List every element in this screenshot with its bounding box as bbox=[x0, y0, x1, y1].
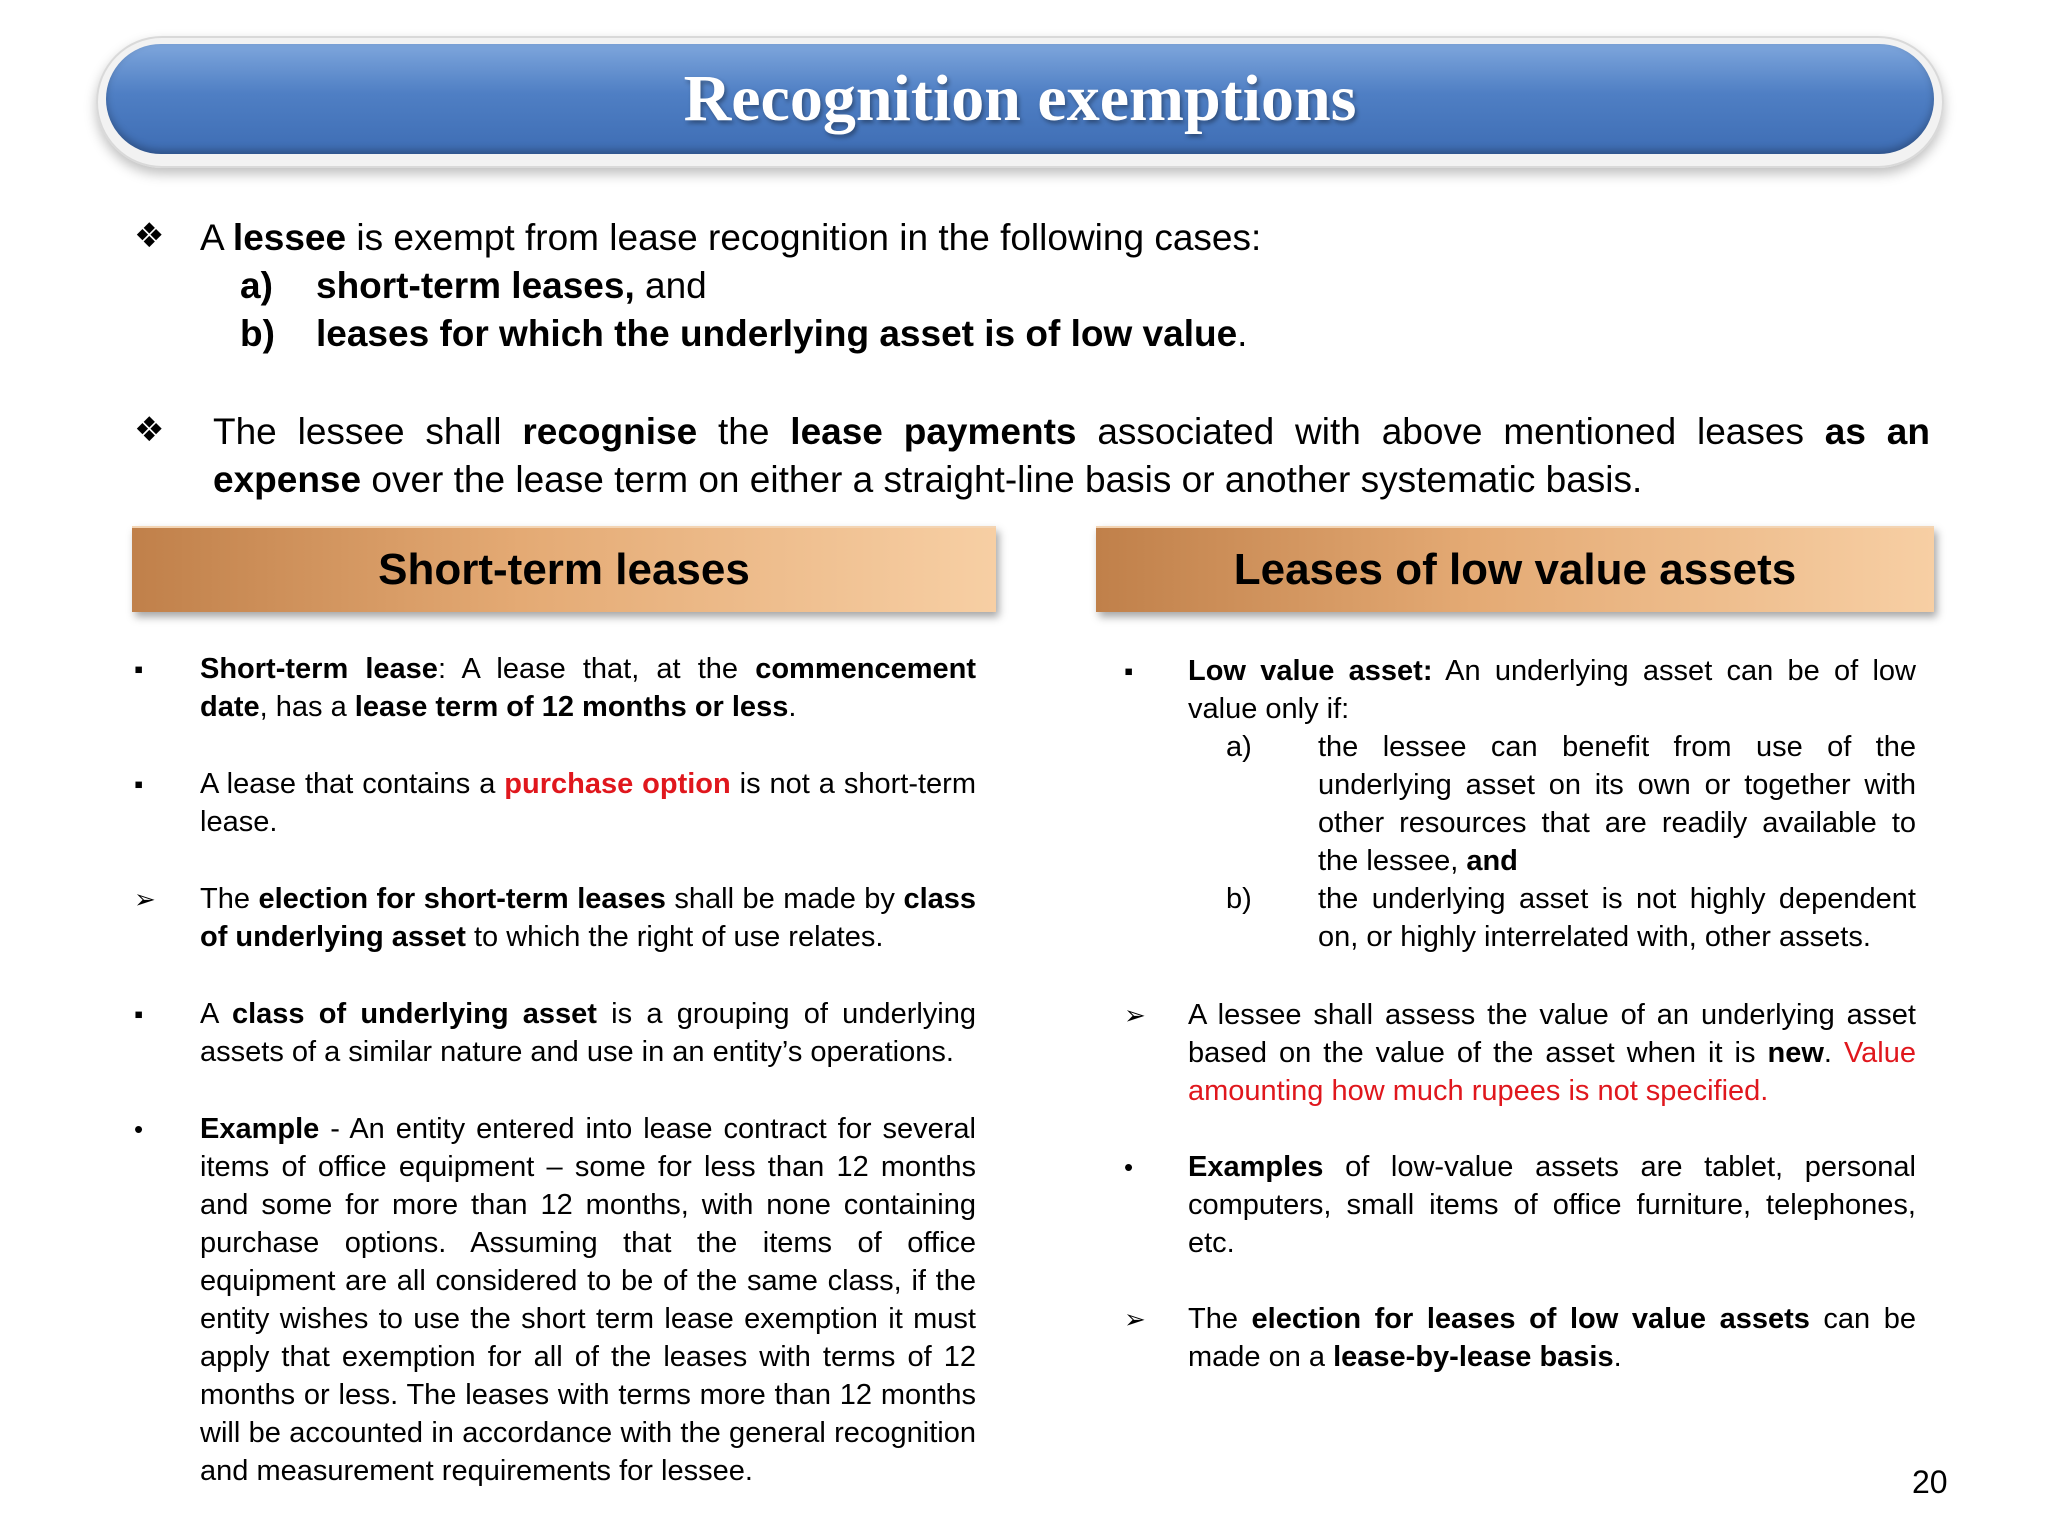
title-banner bbox=[96, 36, 1944, 168]
sub-item-b: the underlying asset is not highly dependent on, or highly interrelated with, other assets. bbox=[1318, 883, 1916, 953]
text: . bbox=[1613, 1341, 1622, 1373]
bold-text: lease-by-lease basis bbox=[1333, 1341, 1614, 1373]
arrow-bullet-icon: ➢ bbox=[134, 884, 156, 914]
text: - An entity entered into lease contract for several items of office equipment – some for less than 12 months and some for more than 12 months, with none containing purchase options. Assuming that the items of office equipment are all considered to be of the same class, if the entity wishes to use the short term lease exemption it must apply that exemption for all of the leases with terms of 12 months or less. The leases with terms more than 12 months will be accounted in accordance with the general recognition and measurement requirements for lessee. bbox=[200, 1113, 976, 1487]
dot-bullet-icon: • bbox=[1124, 1152, 1134, 1182]
right-item-1 bbox=[1188, 652, 1916, 728]
diamond-bullet-icon: ❖ bbox=[134, 411, 165, 449]
text: the bbox=[697, 411, 791, 452]
bold-text: Examples bbox=[1188, 1151, 1324, 1183]
square-bullet-icon: ▪ bbox=[1124, 656, 1134, 686]
text: is a grouping of underlying assets of a similar nature and use in an entity’s operations. bbox=[200, 998, 976, 1068]
bold-text: lessee bbox=[232, 217, 347, 258]
low-value-header bbox=[1096, 526, 1934, 612]
square-bullet-icon: ▪ bbox=[134, 999, 144, 1029]
text: and bbox=[634, 265, 707, 306]
bold-text: leases for which the underlying asset is of low value bbox=[316, 313, 1238, 354]
arrow-bullet-icon: ➢ bbox=[1124, 1000, 1146, 1030]
dot-bullet-icon: • bbox=[134, 1114, 144, 1144]
bold-text: new bbox=[1767, 1037, 1824, 1069]
text: The bbox=[1188, 1303, 1252, 1335]
text: The lessee shall bbox=[213, 411, 523, 452]
red-bold-text: purchase option bbox=[504, 768, 731, 800]
right-item-2 bbox=[1188, 996, 1916, 1110]
left-item-3 bbox=[200, 880, 976, 956]
text: associated with above mentioned leases bbox=[1076, 411, 1825, 452]
left-item-1 bbox=[200, 650, 976, 726]
text: is exempt from lease recognition in the following cases: bbox=[346, 217, 1262, 258]
case-a-text bbox=[316, 262, 707, 310]
low-value-header-title: Leases of low value assets bbox=[1233, 545, 1797, 594]
text: : A lease that, at the bbox=[437, 653, 756, 685]
arrow-bullet-icon: ➢ bbox=[1124, 1304, 1146, 1334]
slide-title: Recognition exemptions bbox=[683, 62, 1357, 135]
text: to which the right of use relates. bbox=[465, 921, 884, 953]
bold-text: Example bbox=[200, 1113, 320, 1145]
left-item-2 bbox=[200, 765, 976, 841]
bold-text: commencement date bbox=[200, 653, 976, 723]
text: the lessee can benefit from use of the underlying asset on its own or together with other resources that are readily available to the lessee, bbox=[1318, 731, 1916, 877]
text: over the lease term on either a straight-line basis or another systematic basis. bbox=[361, 459, 1643, 500]
text: A bbox=[200, 217, 233, 258]
text: shall be made by bbox=[665, 883, 904, 915]
text: . bbox=[788, 691, 797, 723]
text: , has a bbox=[259, 691, 355, 723]
text: An underlying asset can be of low value only if: bbox=[1188, 655, 1916, 725]
text: of low-value assets are tablet, personal computers, small items of office furniture, telephones, etc. bbox=[1188, 1151, 1916, 1259]
bold-text: short-term leases, bbox=[316, 265, 635, 306]
square-bullet-icon: ▪ bbox=[134, 654, 144, 684]
sub-label-a: a) bbox=[1226, 731, 1252, 763]
case-b-label: b) bbox=[240, 313, 275, 354]
sub-label-b: b) bbox=[1226, 883, 1252, 915]
bold-text: lease term of 12 months or less bbox=[354, 691, 789, 723]
short-term-header-title: Short-term leases bbox=[378, 545, 750, 594]
bold-text: Low value asset: bbox=[1188, 655, 1433, 687]
bold-text: as an expense bbox=[213, 411, 1930, 500]
short-term-header bbox=[132, 526, 996, 612]
left-item-5 bbox=[200, 1110, 976, 1490]
bold-text: election for leases of low value assets bbox=[1251, 1303, 1810, 1335]
text: A bbox=[200, 998, 232, 1030]
sub-item-a bbox=[1318, 728, 1916, 880]
bold-text: election for short-term leases bbox=[258, 883, 666, 915]
right-item-3 bbox=[1188, 1148, 1916, 1262]
bold-text: recognise bbox=[522, 411, 698, 452]
text: A lease that contains a bbox=[200, 768, 505, 800]
bold-text: class of underlying asset bbox=[231, 998, 597, 1030]
text: The bbox=[200, 883, 259, 915]
text: is not a short-term lease. bbox=[200, 768, 976, 838]
intro-bullet-1 bbox=[200, 214, 1261, 262]
square-bullet-icon: ▪ bbox=[134, 769, 144, 799]
bold-text: Short-term lease bbox=[200, 653, 438, 685]
text: A lessee shall assess the value of an underlying asset based on the value of the asset when it is bbox=[1188, 999, 1916, 1069]
red-text: Value amounting how much rupees is not specified. bbox=[1188, 1037, 1916, 1107]
diamond-bullet-icon: ❖ bbox=[134, 217, 165, 255]
case-a-label: a) bbox=[240, 265, 273, 306]
right-item-4 bbox=[1188, 1300, 1916, 1376]
title-banner-fill bbox=[106, 44, 1934, 154]
bold-text: and bbox=[1466, 845, 1518, 877]
case-b-text bbox=[316, 310, 1247, 358]
bold-text: lease payments bbox=[790, 411, 1077, 452]
left-item-4 bbox=[200, 995, 976, 1071]
bold-text: class of underlying asset bbox=[200, 883, 977, 953]
page-number: 20 bbox=[1912, 1464, 1948, 1500]
text: can be made on a bbox=[1188, 1303, 1916, 1373]
text: . bbox=[1823, 1037, 1844, 1069]
intro-bullet-2 bbox=[213, 408, 1930, 504]
text: . bbox=[1237, 313, 1248, 354]
